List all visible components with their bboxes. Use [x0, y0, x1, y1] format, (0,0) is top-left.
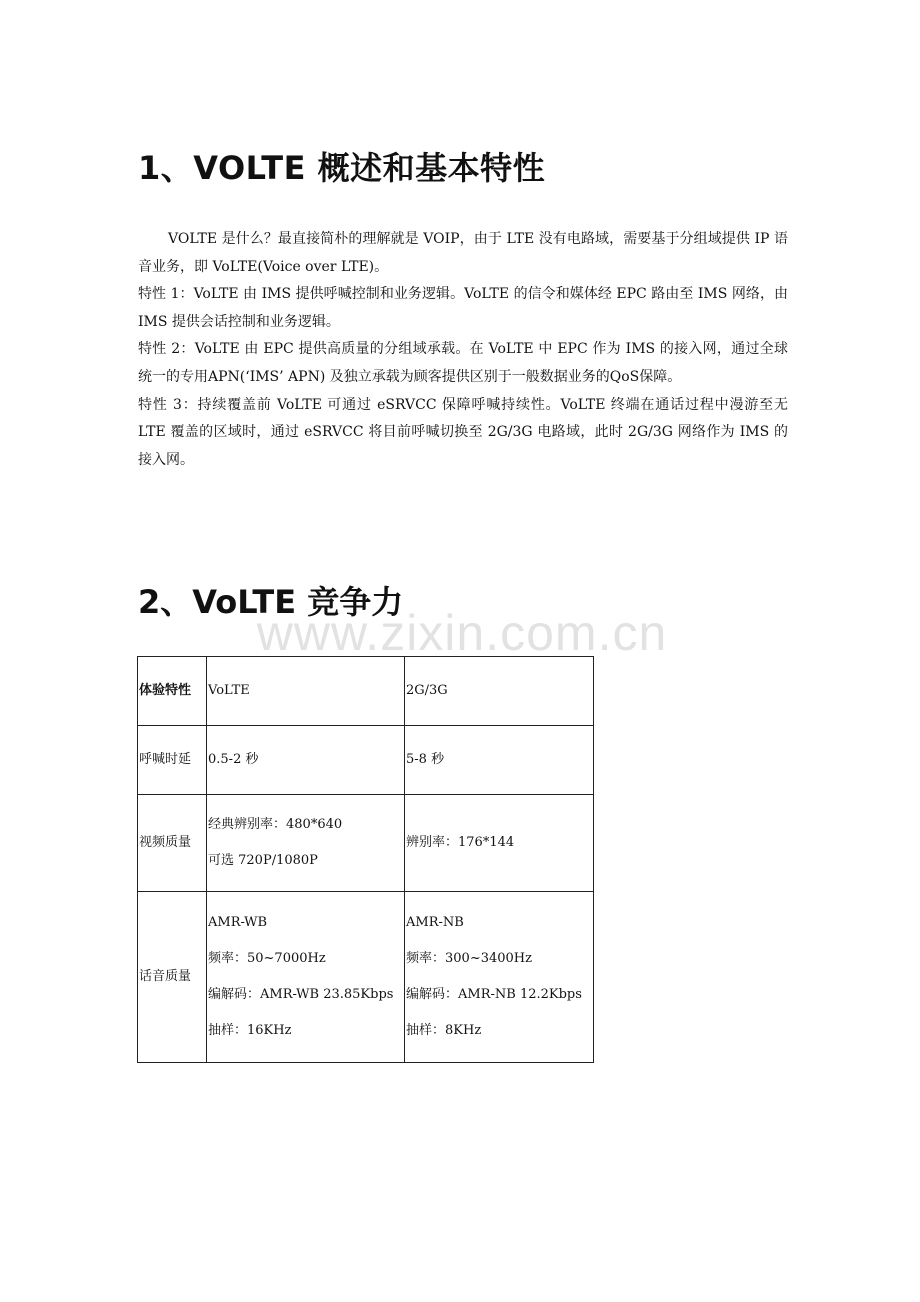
cell-line: 5-8 秒 — [406, 752, 445, 767]
cell-line: 频率：50~7000Hz — [208, 951, 326, 966]
section-2-title: 2、VoLTE 竞争力 — [138, 583, 404, 621]
comparison-table — [137, 656, 594, 1063]
header-2g3g: 2G/3G — [405, 657, 594, 726]
table-row — [138, 892, 594, 1063]
cell-line: 编解码：AMR-WB 23.85Kbps — [208, 987, 394, 1002]
table-row — [138, 726, 594, 795]
row-label: 话音质量 — [138, 892, 207, 1063]
watermark: www.zixin.com.cn — [256, 605, 668, 661]
volte-cell — [207, 726, 405, 795]
cell-line: 频率：300~3400Hz — [406, 951, 532, 966]
g23-cell — [405, 726, 594, 795]
paragraph-feature-1: 特性 1：VoLTE 由 IMS 提供呼喊控制和业务逻辑。VoLTE 的信令和媒体经 EPC 路由至 IMS 网络，由 IMS 提供会话控制和业务逻辑。 — [138, 286, 788, 330]
cell-line: 编解码：AMR-NB 12.2Kbps — [406, 987, 582, 1002]
table-header-row — [138, 657, 594, 726]
cell-line: 经典辨别率：480*640 — [208, 817, 343, 832]
row-label: 视频质量 — [138, 795, 207, 892]
volte-cell — [207, 795, 405, 892]
header-volte: VoLTE — [207, 657, 405, 726]
header-feature: 体验特性 — [138, 657, 207, 726]
cell-line: 抽样：8KHz — [406, 1023, 482, 1038]
g23-cell — [405, 892, 594, 1063]
paragraph-intro: VOLTE 是什么？最直接简朴的理解就是 VOIP，由于 LTE 没有电路域，需要基于分组域提供 IP 语音业务，即 VoLTE(Voice over LTE)。 — [138, 231, 788, 275]
cell-line: AMR-NB — [406, 915, 464, 930]
paragraph-feature-3: 特性 3：持续覆盖前 VoLTE 可通过 eSRVCC 保障呼喊持续性。VoLTE 终端在通话过程中漫游至无 LTE 覆盖的区域时，通过 eSRVCC 将目前呼喊切换至 2G/3G 电路域，此时 2G/3G 网络作为 IMS 的接入网。 — [138, 396, 788, 468]
section-1-title: 1、VOLTE 概述和基本特性 — [138, 149, 546, 187]
cell-line: 0.5-2 秒 — [208, 752, 259, 767]
section-1-body — [138, 226, 788, 474]
cell-line: 抽样：16KHz — [208, 1023, 292, 1038]
cell-line: AMR-WB — [208, 915, 268, 930]
paragraph-feature-2: 特性 2：VoLTE 由 EPC 提供高质量的分组域承载。在 VoLTE 中 EPC 作为 IMS 的接入网，通过全球统一的专用APN(‘IMS’ APN) 及独立承载为顾客提供区别于一般数据业务的QoS保障。 — [138, 341, 788, 385]
volte-cell — [207, 892, 405, 1063]
table-row — [138, 795, 594, 892]
g23-cell — [405, 795, 594, 892]
cell-line: 辨别率：176*144 — [406, 835, 515, 850]
cell-line: 可选 720P/1080P — [208, 853, 318, 868]
row-label: 呼喊时延 — [138, 726, 207, 795]
